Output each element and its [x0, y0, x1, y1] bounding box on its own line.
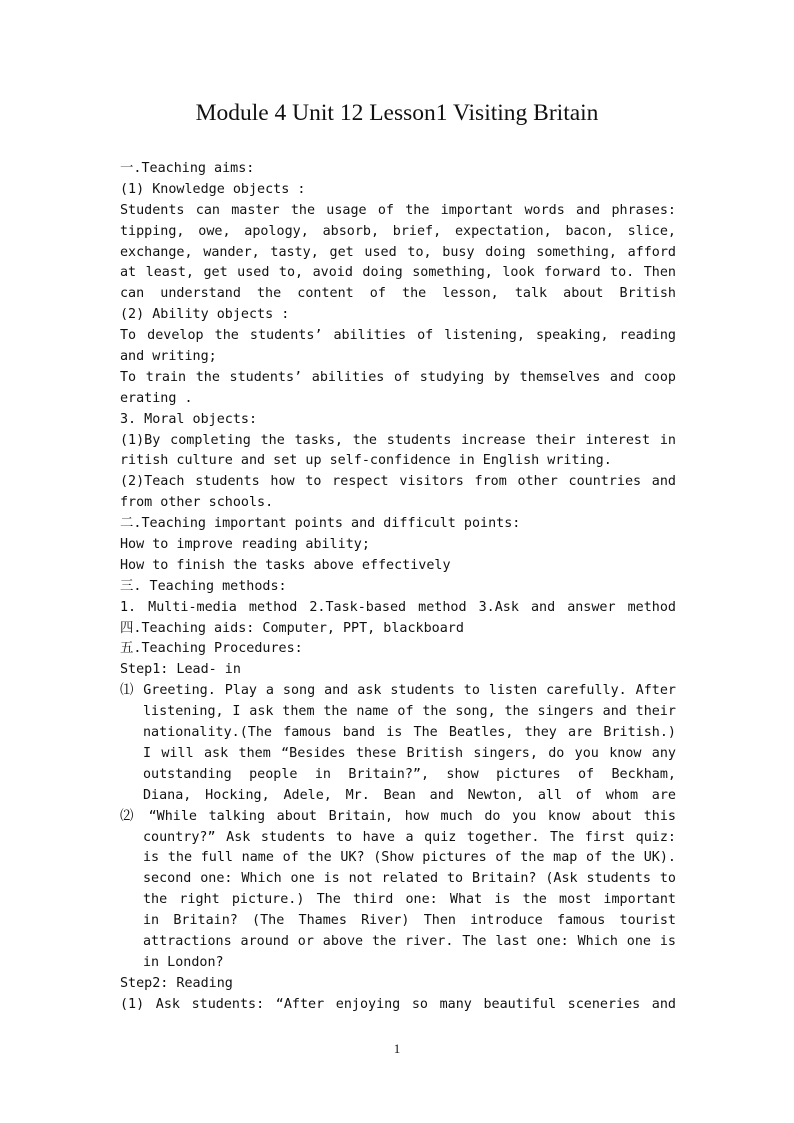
step-heading-reading: Step2: Reading — [120, 975, 233, 991]
paragraph-line: To develop the students’ abilities of listening, speaking, reading — [120, 328, 676, 344]
list-item-line: ⑴ Greeting. Play a song and ask students to listen carefully. After — [120, 683, 676, 699]
paragraph-line: How to finish the tasks above effectively — [120, 557, 451, 573]
list-item-line: second one: Which one is not related to Britain? (Ask students to — [143, 871, 676, 887]
page-number: 1 — [393, 1041, 401, 1056]
list-item-line: outstanding people in Britain?”, show pictures of Beckham, — [143, 766, 676, 782]
paragraph-line: tipping, owe, apology, absorb, brief, expectation, bacon, slice, — [120, 223, 676, 239]
section-heading-teaching-aims: 一.Teaching aims: — [120, 161, 255, 176]
document-title: Module 4 Unit 12 Lesson1 Visiting Britain — [195, 100, 599, 126]
paragraph-line: Students can master the usage of the important words and phrases: — [120, 202, 676, 218]
list-item-line: in London? — [143, 954, 224, 970]
paragraph-line: (1)By completing the tasks, the students increase their interest in — [120, 432, 676, 448]
list-item-line: nationality.(The famous band is The Beatles, they are British.) — [143, 725, 676, 741]
list-item-line: I will ask them “Besides these British singers, do you know any — [143, 745, 676, 761]
paragraph-line: How to improve reading ability; — [120, 537, 370, 553]
subheading-moral-objects: 3. Moral objects: — [120, 411, 258, 427]
list-item-line: the right picture.) The third one: What is the most important — [143, 892, 676, 908]
list-item-line: Diana, Hocking, Adele, Mr. Bean and Newton, all of whom are — [143, 787, 676, 803]
subheading-ability-objects: (2) Ability objects : — [120, 307, 290, 323]
document-body — [120, 159, 676, 1016]
section-heading-teaching-procedures: 五.Teaching Procedures: — [120, 641, 303, 657]
list-item-line: listening, I ask them the name of the song, the singers and their — [143, 704, 676, 720]
paragraph-line: ritish culture and set up self-confidence in English writing. — [120, 453, 612, 469]
section-heading-teaching-aids: 四.Teaching aids: Computer, PPT, blackboard — [120, 620, 464, 636]
list-item-line: ⑵ “While talking about Britain, how much do you know about this — [120, 808, 676, 824]
section-heading-key-points: 二.Teaching important points and difficult points: — [120, 516, 521, 532]
step-heading-lead-in: Step1: Lead- in — [120, 662, 241, 678]
paragraph-line: and writing; — [120, 349, 217, 365]
paragraph-line: (2)Teach students how to respect visitors from other countries and — [120, 474, 676, 490]
list-item-line: is the full name of the UK? (Show pictures of the map of the UK). — [143, 850, 676, 866]
paragraph-line: can understand the content of the lesson, talk about British — [120, 286, 676, 302]
paragraph-line: exchange, wander, tasty, get used to, busy doing something, afford — [120, 244, 676, 260]
list-item-line: country?” Ask students to have a quiz together. The first quiz: — [143, 829, 676, 845]
section-heading-teaching-methods: 三. Teaching methods: — [120, 578, 287, 594]
paragraph-line: erating . — [120, 390, 193, 406]
subheading-knowledge-objects: (1) Knowledge objects : — [120, 181, 306, 197]
paragraph-line: To train the students’ abilities of studying by themselves and coop — [120, 369, 676, 385]
paragraph-line: at least, get used to, avoid doing something, look forward to. Then — [120, 265, 676, 281]
paragraph-line: (1) Ask students: “After enjoying so many beautiful sceneries and — [120, 996, 676, 1012]
paragraph-line: 1. Multi-media method 2.Task-based method 3.Ask and answer method — [120, 599, 676, 615]
list-item-line: attractions around or above the river. The last one: Which one is — [143, 933, 676, 949]
list-item-line: in Britain? (The Thames River) Then introduce famous tourist — [143, 913, 676, 929]
paragraph-line: from other schools. — [120, 495, 274, 511]
